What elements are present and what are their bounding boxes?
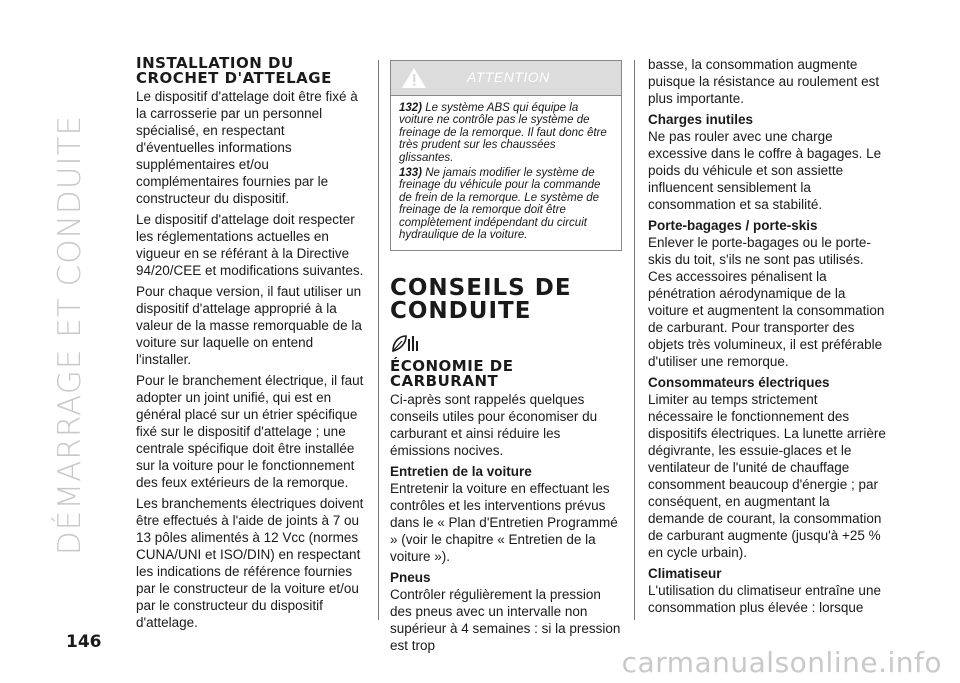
- column-conseils: [390, 60, 622, 658]
- title-line: CONDUITE: [390, 298, 532, 325]
- watermark: carmanualsonline.info: [621, 646, 942, 679]
- paragraph: Enlever le porte-bagages ou le porte-skis du toit, s'ils ne sont pas utilisés. Ces accessoires pénalisent la pénétration aérodynamique de la voiture et augmentent la consommation de carburant. Pour transporter des objets très volumineux, il est préférable d'utiliser une remorque.: [648, 235, 885, 369]
- note-text: Le système ABS qui équipe la voiture ne contrôle pas le système de freinage de la remorque. Il faut donc être très prudent sur les chaussées glissantes.: [399, 102, 607, 164]
- attention-body: [391, 96, 621, 250]
- title-line: CONSEILS DE: [390, 275, 572, 302]
- section-title-installation: [136, 56, 366, 86]
- paragraph: Pour le branchement électrique, il faut adopter un joint unifié, qui est en général placé sur un étrier spécifique fixé sur le dispositif d'attelage ; une centrale spécifique doit être installée sur la voiture pour le fonctionnement des feux extérieurs de la remorque.: [136, 373, 364, 490]
- note-number: 132): [399, 102, 423, 114]
- attention-label: ATTENTION: [467, 69, 550, 85]
- paragraph: Limiter au temps strictement nécessaire le fonctionnement des dispositifs électriques. La lunette arrière dégivrante, les essuie-glaces et le ventilateur de l'unité de chauffage consomment beaucoup d'énergie ; par conséquent, en augmentant la demande de courant, la consommation de carburant augmente (jusqu'à +25 % en cycle urbain).: [648, 392, 886, 560]
- section-title-economie: [390, 359, 622, 389]
- chapter-side-title: DÉMARRAGE ET CONDUITE: [52, 114, 88, 556]
- paragraph: Contrôler régulièrement la pression des pneus avec un intervalle non supérieur à 4 semaines : si la pression est trop: [390, 587, 621, 654]
- note-number: 133): [399, 167, 423, 180]
- eco-leaf-icon: [390, 333, 420, 353]
- attention-header: [391, 61, 621, 96]
- title-line: CROCHET D'ATTELAGE: [136, 69, 332, 87]
- paragraph: Le dispositif d'attelage doit respecter les réglementations actuelles en vigueur en se référant à la Directive 94/20/CEE et modifications suivantes.: [136, 212, 364, 278]
- subheading-climatiseur: Climatiseur: [648, 566, 722, 581]
- attention-box: [390, 60, 622, 251]
- main-title-conseils: [390, 277, 622, 323]
- page-number: 146: [66, 632, 102, 652]
- column-divider: [378, 60, 379, 620]
- subheading-charges: Charges inutiles: [648, 112, 754, 127]
- attention-note: [399, 102, 613, 164]
- paragraph: basse, la consommation augmente puisque la résistance au roulement est plus importante.: [648, 57, 880, 106]
- paragraph: Les branchements électriques doivent être effectués à l'aide de joints à 7 ou 13 pôles alimentés à 12 Vcc (normes CUNA/UNI et ISO/DIN) en respectant les indications de référence fournies par le constructeur de la voiture et/ou par le constructeur du dispositif d'attelage.: [136, 496, 364, 630]
- paragraph: Ci-après sont rappelés quelques conseils utiles pour économiser du carburant et ainsi réduire les émissions nocives.: [390, 392, 598, 459]
- paragraph: Le dispositif d'attelage doit être fixé à la carrosserie par un personnel spécialisé, en respectant d'éventuelles informations supplémentaires et/ou complémentaires fournies par le constructeur du dispositif.: [136, 89, 358, 206]
- warning-triangle-icon: [401, 67, 427, 89]
- paragraph: Pour chaque version, il faut utiliser un dispositif d'attelage approprié à la valeur de la masse remorquable de la voiture sur laquelle on entend l'installer.: [136, 284, 362, 367]
- paragraph: Entretenir la voiture en effectuant les contrôles et les interventions prévus dans le « Plan d'Entretien Programmé » (voir le chapitre « Entretien de la voiture »).: [390, 481, 618, 565]
- title-line: CARBURANT: [390, 372, 499, 391]
- paragraph: Ne pas rouler avec une charge excessive dans le coffre à bagages. Le poids du véhicule et son assiette influencent sensiblement la consommation et sa stabilité.: [648, 129, 882, 212]
- subheading-porte-bagages: Porte-bagages / porte-skis: [648, 218, 818, 233]
- column-installation: [136, 56, 366, 635]
- note-text: Ne jamais modifier le système de freinage du véhicule pour la commande de frein de la remorque. Le système de freinage de la remorque doit être complètement indépendant du circuit hydraulique de la voiture.: [399, 167, 601, 242]
- subheading-consommateurs: Consommateurs électriques: [648, 375, 830, 390]
- subheading-pneus: Pneus: [390, 570, 431, 586]
- title-line: ÉCONOMIE DE: [390, 357, 514, 376]
- attention-note: [399, 167, 613, 241]
- column-divider: [634, 60, 635, 620]
- column-continued: [648, 56, 886, 620]
- title-line: INSTALLATION DU: [136, 54, 294, 72]
- subheading-entretien: Entretien de la voiture: [390, 464, 532, 480]
- paragraph: L'utilisation du climatiseur entraîne une consommation plus élevée : lorsque: [648, 583, 881, 615]
